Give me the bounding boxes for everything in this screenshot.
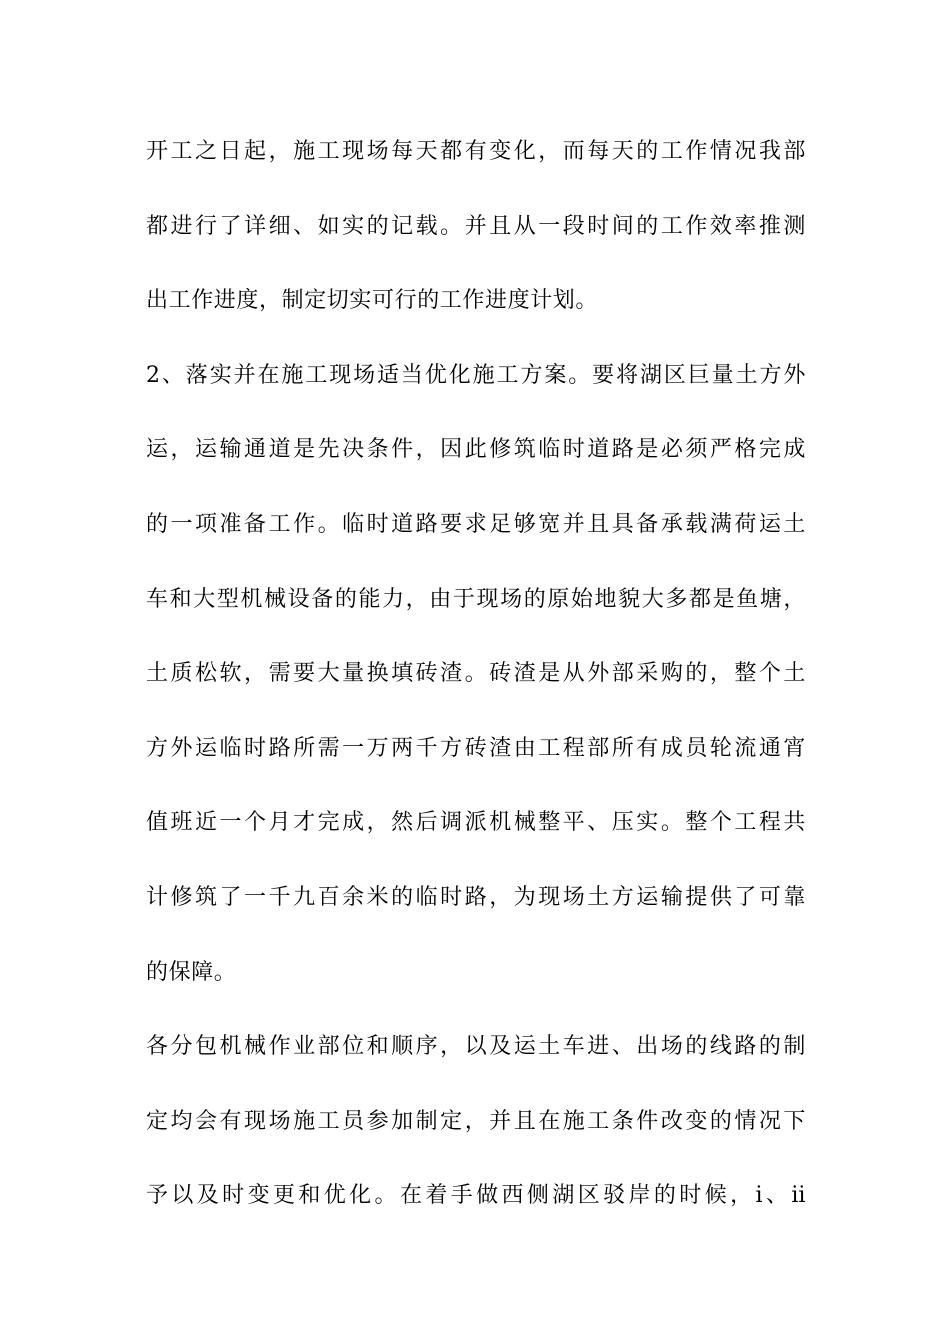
text-line: 2、落实并在施工现场适当优化施工方案。要将湖区巨量土方外: [146, 362, 806, 388]
text-line: 土质松软，需要大量换填砖渣。砖渣是从外部采购的，整个土: [146, 661, 806, 687]
text-line: 予以及时变更和优化。在着手做西侧湖区驳岸的时候，ⅰ、ⅱ: [146, 1183, 806, 1209]
text-line: 的保障。: [146, 959, 237, 985]
text-line: 开工之日起，施工现场每天都有变化，而每天的工作情况我部: [146, 139, 806, 164]
text-line: 都进行了详细、如实的记载。并且从一段时间的工作效率推测: [146, 213, 806, 239]
text-line: 方外运临时路所需一万两千方砖渣由工程部所有成员轮流通宵: [146, 735, 806, 761]
text-line: 运，运输通道是先决条件，因此修筑临时道路是必须严格完成: [146, 437, 806, 463]
text-line: 计修筑了一千九百余米的临时路，为现场土方运输提供了可靠: [146, 884, 806, 910]
text-line: 出工作进度，制定切实可行的工作进度计划。: [146, 288, 599, 314]
text-line: 各分包机械作业部位和顺序，以及运土车进、出场的线路的制: [146, 1034, 806, 1060]
text-line: 值班近一个月才完成，然后调派机械整平、压实。整个工程共: [146, 810, 806, 836]
text-line: 定均会有现场施工员参加制定，并且在施工条件改变的情况下: [146, 1108, 806, 1134]
body-text: [146, 130, 806, 1249]
text-line: 车和大型机械设备的能力，由于现场的原始地貌大多都是鱼塘，: [146, 586, 806, 612]
text-line: 的一项准备工作。临时道路要求足够宽并且具备承载满荷运土: [146, 511, 806, 537]
